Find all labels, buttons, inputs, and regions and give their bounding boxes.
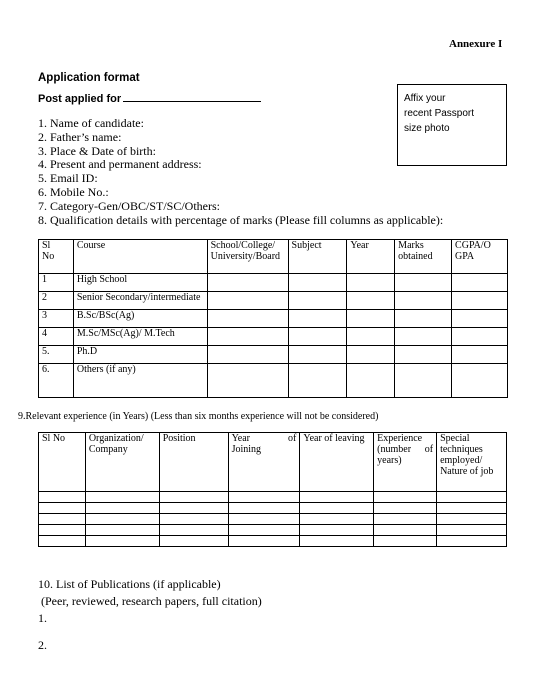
cell-cgpa[interactable]	[452, 274, 508, 292]
experience-title: 9.Relevant experience (in Years) (Less than six months experience will not be considered)	[18, 411, 379, 422]
table-row	[39, 514, 507, 525]
header-text: (number	[377, 444, 412, 455]
table-row	[39, 492, 507, 503]
cell-subject[interactable]	[288, 310, 347, 328]
table-row	[39, 328, 508, 346]
cell-year[interactable]	[347, 292, 395, 310]
cell-marks[interactable]	[395, 328, 452, 346]
header-sl-no	[39, 240, 74, 274]
cell-cgpa[interactable]	[452, 364, 508, 398]
header-text: of	[424, 444, 434, 455]
cell[interactable]	[374, 503, 437, 514]
cell[interactable]	[39, 525, 86, 536]
row-course: M.Sc/MSc(Ag)/ M.Tech	[73, 328, 207, 346]
row-sl: 6.	[39, 364, 74, 398]
cell-subject[interactable]	[288, 292, 347, 310]
cell-subject[interactable]	[288, 274, 347, 292]
cell-cgpa[interactable]	[452, 328, 508, 346]
cell[interactable]	[437, 525, 507, 536]
publications-section	[38, 576, 262, 654]
experience-table	[38, 432, 507, 547]
header-text: Experience	[377, 433, 423, 444]
publication-item[interactable]: 2.	[38, 638, 47, 652]
header-text: No	[42, 251, 55, 262]
cell[interactable]	[159, 536, 228, 547]
cell[interactable]	[374, 525, 437, 536]
header-text: Organization/	[88, 433, 144, 444]
cell[interactable]	[228, 525, 300, 536]
header-position: Position	[159, 433, 228, 492]
cell-school[interactable]	[207, 328, 288, 346]
cell-school[interactable]	[207, 364, 288, 398]
post-label: Post applied for	[38, 93, 122, 105]
field-mobile: 6. Mobile No.:	[38, 184, 109, 199]
row-sl: 1	[39, 274, 74, 292]
cell-marks[interactable]	[395, 274, 452, 292]
table-row	[39, 346, 508, 364]
cell[interactable]	[374, 514, 437, 525]
cell-cgpa[interactable]	[452, 310, 508, 328]
table-row	[39, 274, 508, 292]
header-subject: Subject	[288, 240, 347, 274]
table-header-row	[39, 240, 508, 274]
cell[interactable]	[228, 503, 300, 514]
header-text: Company	[88, 444, 128, 455]
header-school	[207, 240, 288, 274]
publication-item[interactable]: 1.	[38, 611, 47, 625]
cell-year[interactable]	[347, 310, 395, 328]
header-text: University/Board	[210, 251, 281, 262]
cell-cgpa[interactable]	[452, 346, 508, 364]
cell[interactable]	[159, 525, 228, 536]
row-course: B.Sc/BSc(Ag)	[73, 310, 207, 328]
row-course: Others (if any)	[73, 364, 207, 398]
annexure-label: Annexure I	[449, 38, 503, 50]
cell[interactable]	[437, 503, 507, 514]
cell[interactable]	[39, 503, 86, 514]
post-applied-for	[38, 92, 261, 105]
header-text: Special	[440, 433, 470, 444]
cell[interactable]	[228, 514, 300, 525]
photo-box-line: size photo	[404, 123, 450, 134]
table-row	[39, 292, 508, 310]
row-course: Senior Secondary/intermediate	[73, 292, 207, 310]
header-marks	[395, 240, 452, 274]
header-text: Nature of job	[440, 466, 494, 477]
header-course: Course	[73, 240, 207, 274]
cell[interactable]	[437, 514, 507, 525]
header-organization	[85, 433, 159, 492]
cell[interactable]	[159, 514, 228, 525]
cell[interactable]	[159, 503, 228, 514]
header-text: obtained	[398, 251, 433, 262]
photo-box-line: recent Passport	[404, 108, 475, 119]
cell[interactable]	[85, 492, 159, 503]
cell-year[interactable]	[347, 364, 395, 398]
field-name: 1. Name of candidate:	[38, 116, 144, 130]
header-text: Marks	[398, 240, 424, 251]
header-text: Sl	[42, 240, 51, 251]
cell-year[interactable]	[347, 328, 395, 346]
header-text: employed/	[440, 455, 483, 466]
table-header-row	[39, 433, 507, 492]
cell[interactable]	[300, 536, 374, 547]
header-text: of	[288, 433, 297, 444]
table-row	[39, 364, 508, 398]
cell-subject[interactable]	[288, 364, 347, 398]
field-birth: 3. Place & Date of birth:	[38, 143, 156, 158]
cell[interactable]	[39, 514, 86, 525]
cell[interactable]	[85, 525, 159, 536]
header-line	[232, 433, 297, 444]
table-row	[39, 503, 507, 514]
cell[interactable]	[300, 514, 374, 525]
field-qualification: 8. Qualification details with percentage of marks (Please fill columns as applicable):	[38, 212, 444, 227]
row-sl: 2	[39, 292, 74, 310]
cell-school[interactable]	[207, 310, 288, 328]
header-text: CGPA/O	[455, 240, 491, 251]
cell[interactable]	[85, 536, 159, 547]
cell[interactable]	[39, 492, 86, 503]
cell-school[interactable]	[207, 274, 288, 292]
cell-subject[interactable]	[288, 328, 347, 346]
cell-marks[interactable]	[395, 346, 452, 364]
cell-marks[interactable]	[395, 292, 452, 310]
cell[interactable]	[300, 503, 374, 514]
row-sl: 3	[39, 310, 74, 328]
row-course: Ph.D	[73, 346, 207, 364]
cell[interactable]	[437, 536, 507, 547]
header-year-joining	[228, 433, 300, 492]
cell-year[interactable]	[347, 346, 395, 364]
header-text: Joining	[231, 444, 262, 455]
table-row	[39, 525, 507, 536]
field-category: 7. Category-Gen/OBC/ST/SC/Others:	[38, 198, 220, 213]
row-sl: 4	[39, 328, 74, 346]
header-sl-no: Sl No	[39, 433, 86, 492]
cell-school[interactable]	[207, 292, 288, 310]
cell[interactable]	[85, 514, 159, 525]
cell-marks[interactable]	[395, 364, 452, 398]
publications-title: 10. List of Publications (if applicable)	[38, 577, 221, 591]
field-father-name: 2. Father’s name:	[38, 129, 122, 144]
cell-marks[interactable]	[395, 310, 452, 328]
header-text: Year	[231, 433, 251, 444]
cell[interactable]	[300, 525, 374, 536]
cell[interactable]	[437, 492, 507, 503]
page-title: Application format	[38, 72, 140, 84]
header-text: School/College/	[210, 240, 276, 251]
header-special	[437, 433, 507, 492]
post-input-line[interactable]	[123, 92, 261, 102]
header-year-leaving: Year of leaving	[300, 433, 374, 492]
row-sl: 5.	[39, 346, 74, 364]
header-text: years)	[377, 455, 402, 466]
header-year: Year	[347, 240, 395, 274]
photo-box-line: Affix your	[404, 93, 446, 104]
qualification-table	[38, 239, 508, 398]
cell-cgpa[interactable]	[452, 292, 508, 310]
cell-year[interactable]	[347, 274, 395, 292]
cell[interactable]	[85, 503, 159, 514]
cell-school[interactable]	[207, 346, 288, 364]
header-experience	[374, 433, 437, 492]
cell-subject[interactable]	[288, 346, 347, 364]
header-text: GPA	[455, 251, 475, 262]
header-cgpa	[452, 240, 508, 274]
cell[interactable]	[374, 492, 437, 503]
candidate-fields	[38, 117, 443, 227]
publications-subtitle: (Peer, reviewed, research papers, full citation)	[41, 594, 262, 608]
cell[interactable]	[39, 536, 86, 547]
field-email: 5. Email ID:	[38, 171, 98, 186]
cell[interactable]	[228, 492, 300, 503]
cell[interactable]	[228, 536, 300, 547]
cell[interactable]	[374, 536, 437, 547]
table-row	[39, 310, 508, 328]
cell[interactable]	[300, 492, 374, 503]
table-row	[39, 536, 507, 547]
cell[interactable]	[159, 492, 228, 503]
header-text: techniques	[440, 444, 483, 455]
row-course: High School	[73, 274, 207, 292]
field-address: 4. Present and permanent address:	[38, 157, 202, 172]
header-line	[377, 444, 433, 455]
